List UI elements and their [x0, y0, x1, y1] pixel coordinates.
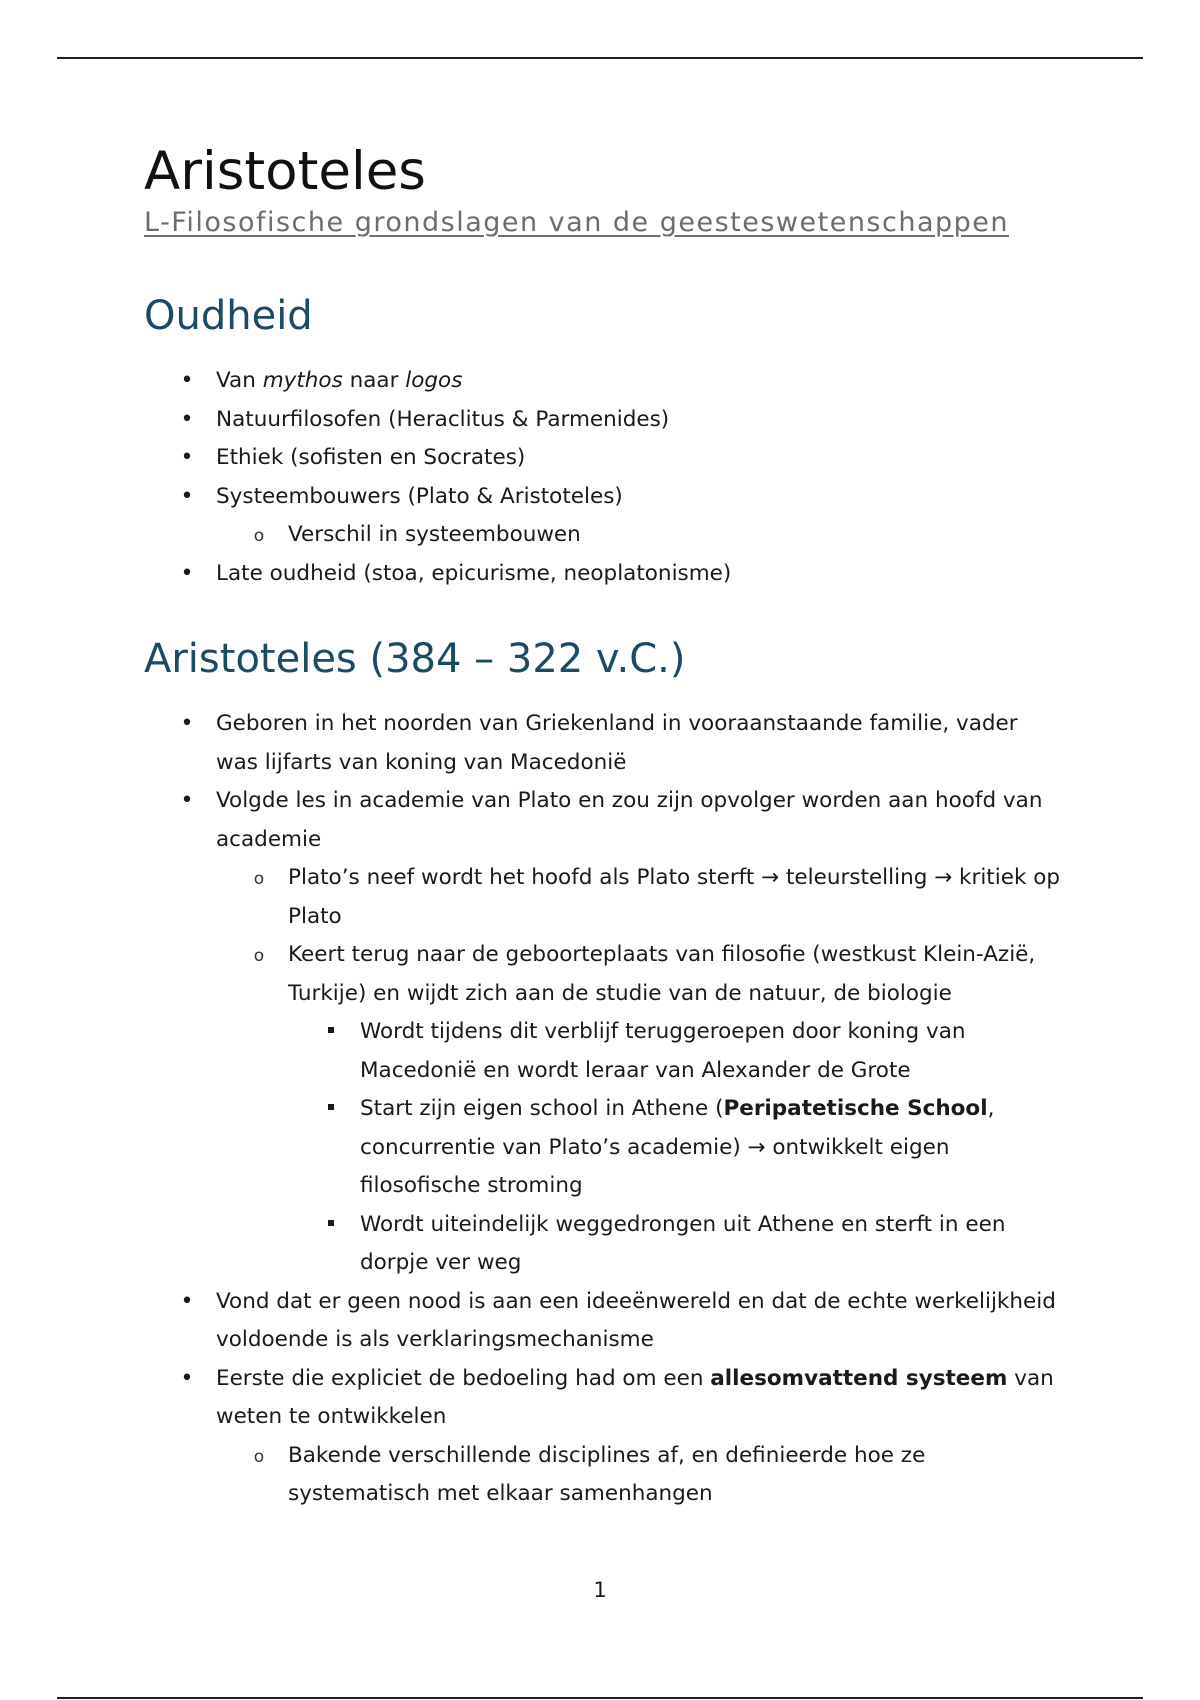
item-text: Wordt uiteindelijk weggedrongen uit Athene en sterft in een dorpje ver weg [360, 1211, 1006, 1275]
list-item [288, 1206, 1064, 1283]
circle-bullet-icon [252, 516, 266, 556]
header-rule [57, 57, 1143, 59]
bullet-icon [180, 478, 194, 517]
item-text: Eerste die expliciet de bedoeling had om een [216, 1365, 711, 1391]
item-text: Vond dat er geen nood is aan een ideeënwereld en dat de echte werkelijkheid voldoende is als verklaringsmechanisme [216, 1288, 1056, 1352]
item-text: Natuurfilosofen (Heraclitus & Parmenides) [216, 406, 670, 432]
item-text: Wordt tijdens dit verblijf teruggeroepen door koning van Macedonië en wordt leraar van Alexander de Grote [360, 1019, 966, 1083]
list-item [216, 516, 1064, 555]
section-heading-aristoteles: Aristoteles (384 – 322 v.C.) [144, 636, 686, 682]
oudheid-list [144, 362, 1064, 593]
item-text: Late oudheid (stoa, epicurisme, neoplatonisme) [216, 560, 732, 586]
circle-bullet-icon [252, 1437, 266, 1477]
item-text: Keert terug naar de geboorteplaats van filosofie (westkust Klein-Azië, Turkije) en wijdt zich aan de studie van de natuur, de biologie [288, 942, 1036, 1006]
square-bullet-icon [324, 1013, 338, 1052]
item-text: Start zijn eigen school in Athene ( [360, 1096, 724, 1121]
bullet-icon [180, 1360, 194, 1399]
item-text-italic: mythos [262, 368, 343, 393]
item-text-bold: Peripatetische School [723, 1096, 988, 1121]
list-item [144, 1360, 1064, 1514]
item-text: van weten te ontwikkelen [216, 1365, 1054, 1429]
circle-bullet-icon [252, 859, 266, 899]
list-item [216, 936, 1064, 1283]
list-item [144, 439, 1064, 478]
item-text: Systeembouwers (Plato & Aristoteles) [216, 483, 623, 509]
item-text: Van [216, 368, 263, 393]
circle-bullet-icon [252, 936, 266, 976]
square-bullet-icon [324, 1090, 338, 1129]
item-text: , concurrentie van Plato’s academie) → ontwikkelt eigen filosofische stroming [360, 1096, 995, 1198]
footer-rule [57, 1697, 1143, 1699]
list-item [144, 362, 1064, 401]
document-body [144, 140, 1064, 1514]
list-item [144, 478, 1064, 555]
bullet-icon [180, 555, 194, 594]
bullet-icon [180, 1283, 194, 1322]
list-item [144, 1283, 1064, 1360]
section-heading-oudheid: Oudheid [144, 293, 313, 339]
sublist [216, 859, 1064, 1283]
document-subtitle: L-Filosofische grondslagen van de geesteswetenschappen [144, 207, 1010, 238]
list-item [144, 705, 1064, 782]
square-bullet-icon [324, 1206, 338, 1245]
item-text: Verschil in systeembouwen [288, 522, 581, 547]
document-title: Aristoteles [144, 141, 426, 202]
sublist [216, 1437, 1064, 1514]
list-item [288, 1013, 1064, 1090]
list-item [216, 1437, 1064, 1514]
item-text-italic: logos [405, 368, 463, 393]
item-text: Plato’s neef wordt het hoofd als Plato sterft → teleurstelling → kritiek op Plato [288, 865, 1061, 929]
page-number: 1 [593, 1578, 607, 1602]
bullet-icon [180, 362, 194, 401]
list-item [144, 555, 1064, 594]
item-text-bold: allesomvattend systeem [710, 1365, 1008, 1391]
bullet-icon [180, 782, 194, 821]
item-text: Bakende verschillende disciplines af, en definieerde hoe ze systematisch met elkaar samenhangen [288, 1442, 926, 1506]
item-text: Geboren in het noorden van Griekenland in vooraanstaande familie, vader was lijfarts van koning van Macedonië [216, 711, 1018, 775]
item-text: naar [342, 368, 406, 393]
sublist [216, 516, 1064, 555]
list-item [144, 401, 1064, 440]
item-text: Volgde les in academie van Plato en zou zijn opvolger worden aan hoofd van academie [216, 788, 1043, 852]
aristoteles-list [144, 705, 1064, 1514]
sublist [288, 1013, 1064, 1283]
bullet-icon [180, 705, 194, 744]
bullet-icon [180, 439, 194, 478]
item-text: Ethiek (sofisten en Socrates) [216, 445, 526, 470]
list-item [216, 859, 1064, 936]
list-item [144, 782, 1064, 1283]
bullet-icon [180, 401, 194, 440]
list-item [288, 1090, 1064, 1206]
